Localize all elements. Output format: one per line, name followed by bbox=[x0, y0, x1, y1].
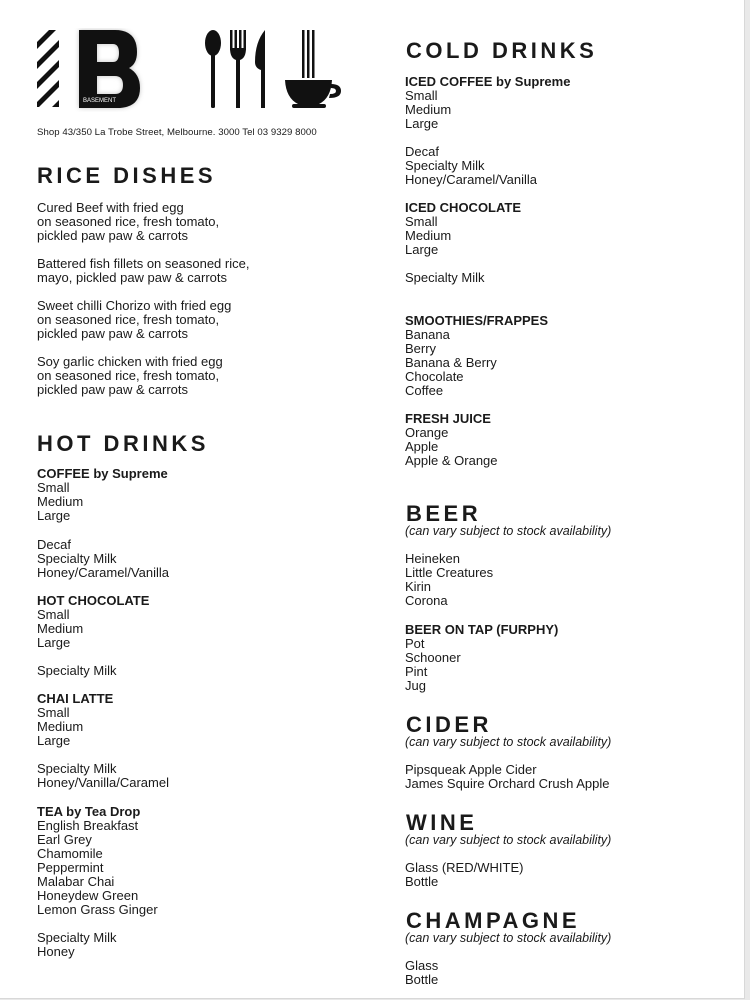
beer-on-tap-section: BEER ON TAP (FURPHY) Pot Schooner Pint Jug bbox=[405, 622, 559, 693]
knife-icon bbox=[255, 30, 265, 108]
iced-coffee-section: ICED COFFEE by Supreme Small Medium Large bbox=[405, 74, 571, 131]
steam-icon bbox=[302, 30, 315, 78]
chai-latte-section: CHAI LATTE Small Medium Large bbox=[37, 691, 114, 748]
rice-item-3: Sweet chilli Chorizo with fried egg on seasoned rice, fresh tomato, pickled paw paw & carrots bbox=[37, 298, 232, 341]
beer-availability-note: (can vary subject to stock availability) bbox=[405, 524, 612, 538]
section-title: HOT CHOCOLATE bbox=[37, 593, 150, 608]
hot-drinks-heading: HOT DRINKS bbox=[37, 431, 209, 456]
section-title: CHAI LATTE bbox=[37, 691, 114, 706]
coffee-cup-icon bbox=[285, 80, 341, 108]
wine-availability-note: (can vary subject to stock availability) bbox=[405, 833, 612, 847]
tea-section: TEA by Tea Drop English Breakfast Earl Grey Chamomile Peppermint Malabar Chai Honeydew Green Lemon Grass Ginger bbox=[37, 804, 158, 917]
iced-coffee-extras: Decaf Specialty Milk Honey/Caramel/Vanilla bbox=[405, 144, 537, 187]
iced-chocolate-section: ICED CHOCOLATE Small Medium Large bbox=[405, 200, 522, 257]
section-title: TEA by Tea Drop bbox=[37, 804, 141, 819]
section-title: BEER ON TAP (FURPHY) bbox=[405, 622, 559, 637]
shop-address: Shop 43/350 La Trobe Street, Melbourne. 3000 Tel 03 9329 8000 bbox=[37, 127, 317, 138]
rice-dishes-heading: RICE DISHES bbox=[37, 163, 217, 188]
fresh-juice-section: FRESH JUICE Orange Apple Apple & Orange bbox=[405, 411, 498, 468]
champagne-availability-note: (can vary subject to stock availability) bbox=[405, 931, 612, 945]
beer-heading: BEER bbox=[406, 501, 482, 526]
fork-icon bbox=[230, 30, 246, 108]
cider-heading: CIDER bbox=[406, 712, 492, 737]
section-title: FRESH JUICE bbox=[405, 411, 491, 426]
champagne-list: Glass Bottle bbox=[405, 958, 439, 987]
basement-logo bbox=[37, 28, 347, 112]
rice-item-1: Cured Beef with fried egg on seasoned rice, fresh tomato, pickled paw paw & carrots bbox=[37, 200, 220, 243]
iced-chocolate-extras: Specialty Milk bbox=[405, 270, 485, 285]
rice-item-4: Soy garlic chicken with fried egg on seasoned rice, fresh tomato, pickled paw paw & carrots bbox=[37, 354, 223, 397]
cider-list: Pipsqueak Apple Cider James Squire Orchard Crush Apple bbox=[405, 762, 610, 791]
section-title: ICED COFFEE by Supreme bbox=[405, 74, 571, 89]
cider-availability-note: (can vary subject to stock availability) bbox=[405, 735, 612, 749]
b-letter-mark bbox=[79, 30, 140, 108]
hot-chocolate-extras: Specialty Milk bbox=[37, 663, 117, 678]
beer-list: Heineken Little Creatures Kirin Corona bbox=[405, 551, 494, 608]
champagne-heading: CHAMPAGNE bbox=[406, 908, 581, 933]
hot-coffee-section: COFFEE by Supreme Small Medium Large bbox=[37, 466, 168, 523]
hot-coffee-extras: Decaf Specialty Milk Honey/Caramel/Vanilla bbox=[37, 537, 169, 580]
tea-extras: Specialty Milk Honey bbox=[37, 930, 117, 959]
wine-heading: WINE bbox=[406, 810, 478, 835]
spoon-icon bbox=[205, 30, 221, 108]
chai-latte-extras: Specialty Milk Honey/Vanilla/Caramel bbox=[37, 761, 169, 790]
wine-list: Glass (RED/WHITE) Bottle bbox=[405, 860, 524, 889]
logo-brand-text: BASEMENT bbox=[83, 98, 117, 104]
section-title: SMOOTHIES/FRAPPES bbox=[405, 313, 549, 328]
cold-drinks-heading: COLD DRINKS bbox=[406, 38, 598, 63]
section-title: ICED CHOCOLATE bbox=[405, 200, 522, 215]
section-title: COFFEE by Supreme bbox=[37, 466, 168, 481]
hot-chocolate-section: HOT CHOCOLATE Small Medium Large bbox=[37, 593, 150, 650]
smoothies-section: SMOOTHIES/FRAPPES Banana Berry Banana & Berry Chocolate Coffee bbox=[405, 313, 549, 398]
rice-item-2: Battered fish fillets on seasoned rice, mayo, pickled paw paw & carrots bbox=[37, 256, 250, 285]
